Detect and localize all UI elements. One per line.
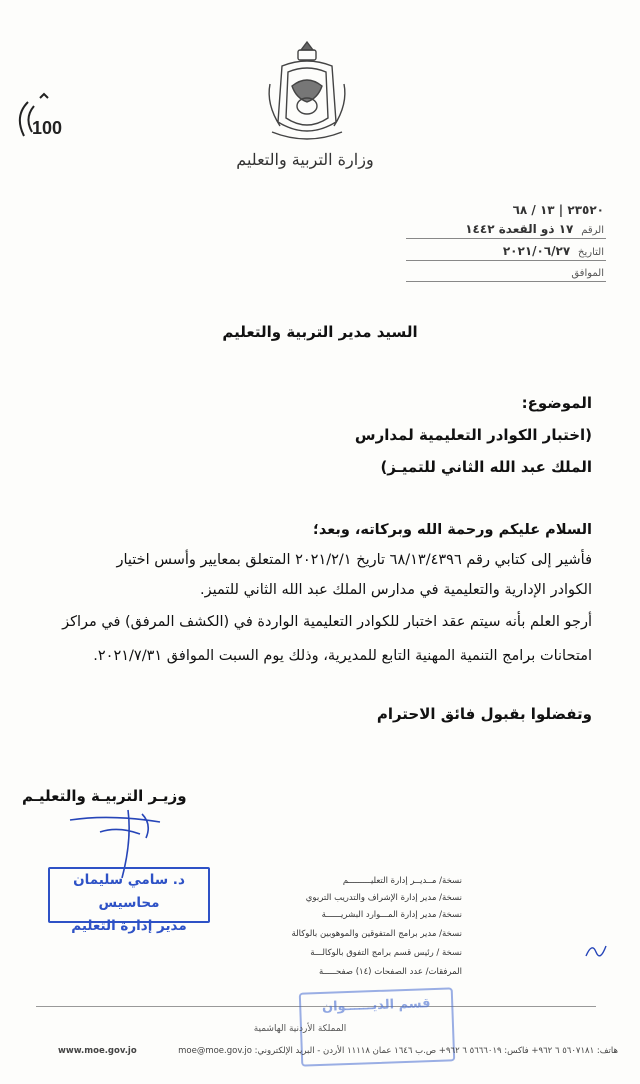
copy-line: نسخة/ مدير برامج المتفوقين والموهوبين بالوكالة	[291, 929, 462, 939]
centennial-logo	[10, 92, 72, 148]
copy-line: نسخة / رئيس قسم برامج التفوق بالوكالـــة	[310, 948, 462, 958]
attachments-line: المرفقات/ عدد الصفحات (١٤) صفحـــــة	[319, 967, 462, 977]
ministry-name: وزارة التربية والتعليم	[236, 150, 374, 169]
name-stamp	[48, 867, 210, 934]
received-seal: قسم الديــــــوان	[299, 987, 455, 1066]
hijri-date: ١٧ ذو القعدة ١٤٤٢	[465, 222, 574, 236]
hijri-date-row	[364, 222, 604, 236]
gregorian-date-row	[364, 244, 604, 258]
corresponding-row	[364, 265, 604, 279]
copy-line: نسخة/ مدير إدارة الإشراف والتدريب التربوي	[305, 893, 462, 903]
footer-address: هاتف: ٥٦٠٧١٨١ ٦ ٩٦٢+ فاكس: ٥٦٦٦٠١٩ ٦ ٩٦٢+ ص.ب ١٦٤٦ عمان ١١١١٨ الأردن - البريد الإلكتروني: moe@moe.gov.jo	[178, 1046, 618, 1056]
centennial-number: 100	[32, 118, 63, 138]
royal-crest-emblem	[262, 36, 352, 146]
copy-line: نسخة/ مــديــر إدارة التعليـــــــــم	[342, 876, 462, 886]
initials-mark	[584, 942, 608, 960]
paragraph-2-line-1: أرجو العلم بأنه سيتم عقد اختبار للكوادر التعليمية الواردة في (الكشف المرفق) في مراكز	[62, 614, 592, 630]
subject-line-1: (اختبار الكوادر التعليمية لمدارس	[354, 426, 592, 444]
subject-line-2: الملك عبد الله الثاني للتميـز)	[380, 458, 592, 476]
date-underline	[406, 260, 606, 261]
footer-website-link[interactable]: www.moe.gov.jo	[58, 1046, 137, 1056]
date-label: التاريخ	[578, 247, 604, 258]
closing-phrase: وتفضلوا بقبول فائق الاحترام	[376, 705, 592, 723]
addressee: السيد مدير التربية والتعليم	[222, 323, 418, 341]
signatory-title: وزيـر التربيـة والتعليـم	[22, 787, 187, 805]
gregorian-date: ٢٠٢١/٠٦/٢٧	[502, 244, 571, 258]
subject-label: الموضوع:	[521, 394, 592, 412]
paragraph-2-line-2: امتحانات برامج التنمية المهنية التابع للمديرية، وذلك يوم السبت الموافق ٢٠٢١/٧/٣١.	[93, 648, 592, 664]
corresponding-label: الموافق	[571, 268, 604, 279]
stamp-name: د. سامي سليمان محاسيس	[73, 872, 185, 911]
stamp-title: مدير إدارة التعليم	[71, 918, 187, 934]
corresponding-underline	[406, 281, 606, 282]
greeting: السلام عليكم ورحمة الله وبركاته، وبعد؛	[313, 522, 592, 538]
paragraph-1-line-1: فأشير إلى كتابي رقم ٦٨/١٣/٤٣٩٦ تاريخ ٢٠٢١/٢/١ المتعلق بمعايير وأسس اختيار	[116, 552, 592, 568]
paragraph-1-line-2: الكوادر الإدارية والتعليمية في مدارس الملك عبد الله الثاني للتميز.	[200, 582, 592, 598]
number-label: الرقم	[581, 225, 604, 236]
reference-number: ٢٣٥٢٠ | ١٣ / ٦٨	[512, 203, 604, 217]
reference-number-row	[364, 203, 604, 217]
reference-underline	[406, 238, 606, 239]
copy-line: نسخة/ مدير إدارة المـــوارد البشريــــــة	[321, 910, 462, 920]
footer-country: المملكة الأردنية الهاشمية	[253, 1024, 347, 1034]
